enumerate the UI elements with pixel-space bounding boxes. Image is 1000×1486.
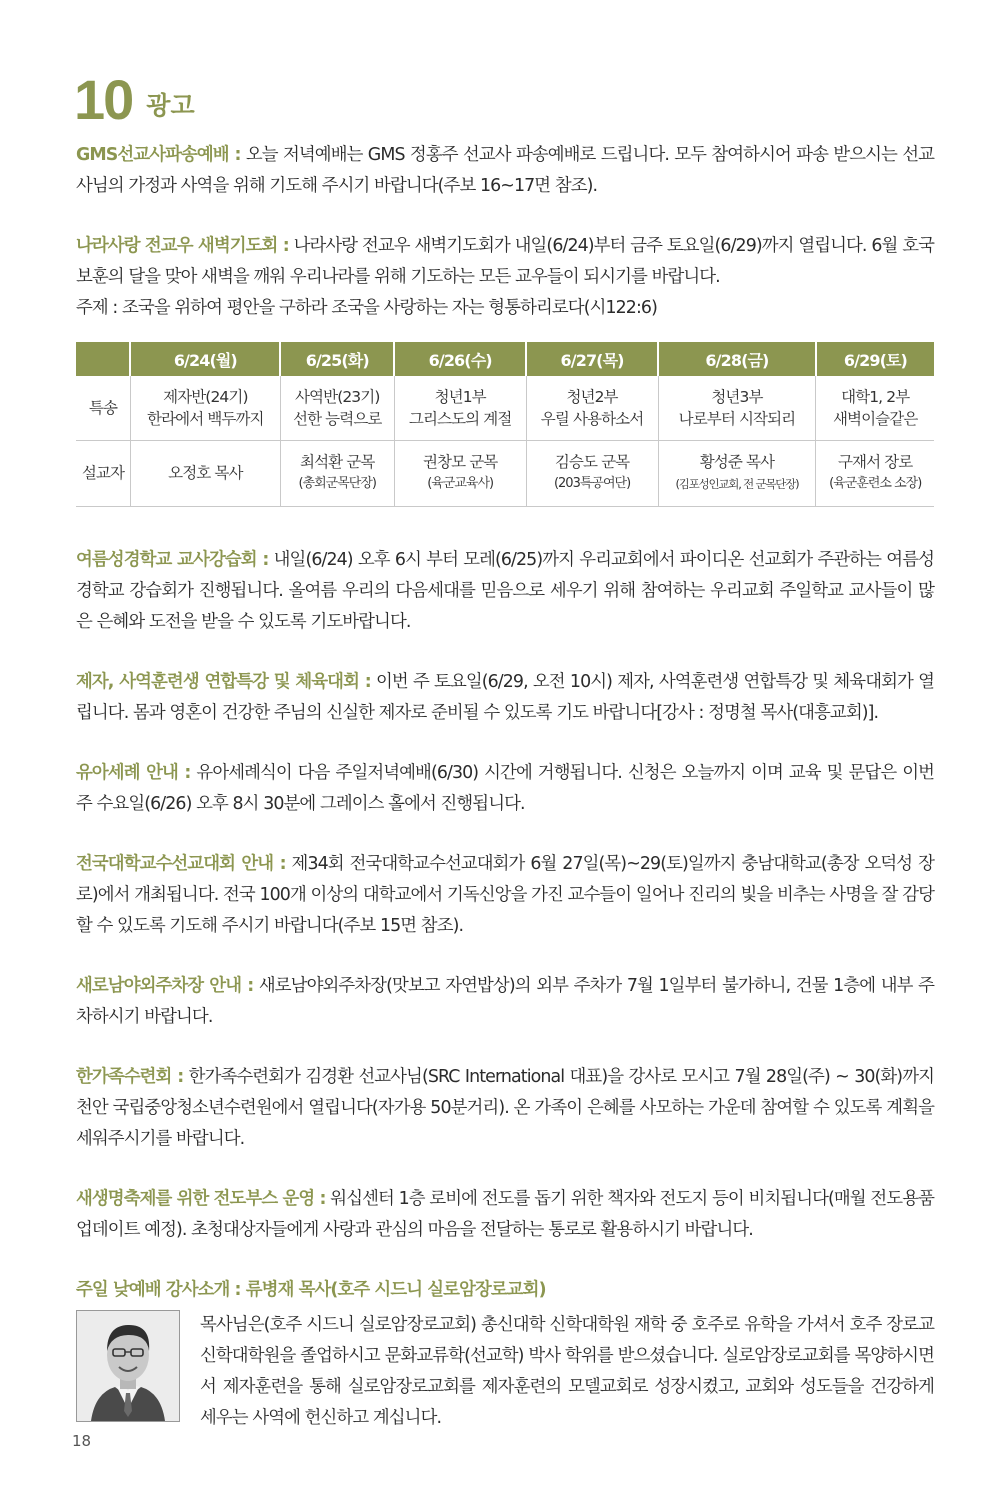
notice-title: 새생명축제를 위한 전도부스 운영 :: [76, 1188, 326, 1209]
notice-body: 이번 주 토요일(6/29, 오전 10시) 제자, 사역훈련생 연합특강 및 체육대회가 열립니다. 몸과 영혼이 건강한 주님의 신실한 제자로 준비될 수 있도록 기도 바랍니다[강사 : 정명철 목사(대흥교회)].: [76, 671, 934, 723]
section-number: 10: [74, 68, 133, 131]
speaker-section: [76, 1275, 934, 1434]
notice-family-retreat: [76, 1062, 934, 1155]
row-label: 특송: [76, 376, 130, 440]
section-title: 광고: [146, 91, 195, 120]
table-header-date: 6/24(월): [130, 342, 280, 376]
table-header-date: 6/29(토): [816, 342, 934, 376]
notice-body: 오늘 저녁예배는 GMS 정홍주 선교사 파송예배로 드립니다. 모두 참여하시어 파송 받으시는 선교사님의 가정과 사역을 위해 기도해 주시기 바랍니다(주보 16~17면 참조).: [76, 145, 934, 196]
prayer-schedule-table: [76, 342, 934, 507]
table-header-date: 6/25(화): [280, 342, 394, 376]
table-cell: 청년1부 그리스도의 계절: [394, 376, 526, 440]
notice-title: 여름성경학교 교사강습회 :: [76, 549, 269, 570]
table-row-preacher: [76, 440, 934, 506]
notice-dawn-prayer: [76, 231, 934, 507]
table-cell: 황성준 목사 (김포성인교회, 전 군목단장): [658, 440, 816, 506]
notice-infant-baptism: [76, 758, 934, 820]
notice-evangelism-booth: [76, 1184, 934, 1246]
notice-body: 유아세례식이 다음 주일저녁예배(6/30) 시간에 거행됩니다. 신청은 오늘까지 이며 교육 및 문답은 이번 주 수요일(6/26) 오후 8시 30분에 그레이스 홀에서 진행됩니다.: [76, 762, 935, 814]
notice-body: 내일(6/24) 오후 6시 부터 모레(6/25)까지 우리교회에서 파이디온 선교회가 주관하는 여름성경학교 강습회가 진행됩니다. 올여름 우리의 다음세대를 믿음으로 세우기 위해 참여하는 우리교회 주일학교 교사들이 많은 은혜와 도전을 받을 수 있도록 기도바랍니다.: [76, 549, 934, 632]
notice-parking: [76, 971, 934, 1033]
notice-title: 나라사랑 전교우 새벽기도회 :: [76, 236, 289, 256]
table-cell: 김승도 군목 (203특공여단): [526, 440, 658, 506]
table-cell: 청년3부 나로부터 시작되리: [658, 376, 816, 440]
speaker-photo: [76, 1310, 180, 1422]
table-cell: 청년2부 우릴 사용하소서: [526, 376, 658, 440]
page-number: 18: [72, 1432, 92, 1450]
notice-disciple-sports: [76, 667, 934, 729]
notice-body: 제34회 전국대학교수선교대회가 6월 27일(목)~29(토)일까지 충남대학교(총장 오덕성 장로)에서 개최됩니다. 전국 100개 이상의 대학교에서 기독신앙을 가진 교수들이 일어나 진리의 빛을 비추는 사명을 잘 감당할 수 있도록 기도해 주시기 바랍니다(주보 15면 참조).: [76, 853, 934, 936]
notice-body: 새로남야외주차장(맛보고 자연밥상)의 외부 주차가 7월 1일부터 불가하니, 건물 1층에 내부 주차하시기 바랍니다.: [76, 975, 934, 1027]
table-header-date: 6/26(수): [394, 342, 526, 376]
notice-title: 한가족수련회 :: [76, 1066, 184, 1087]
table-header-date: 6/27(목): [526, 342, 658, 376]
table-cell: 오정호 목사: [130, 440, 280, 506]
table-cell: 권창모 군목 (육군교육사): [394, 440, 526, 506]
table-cell: 구재서 장로 (육군훈련소 소장): [816, 440, 934, 506]
table-cell: 대학1, 2부 새벽이슬같은: [816, 376, 934, 440]
notice-title: GMS선교사파송예배 :: [76, 145, 241, 165]
speaker-bio: 목사님은(호주 시드니 실로암장로교회) 총신대학 신학대학원 재학 중 호주로 유학을 가셔서 호주 장로교 신학대학원을 졸업하시고 문화교류학(선교학) 박사 학위를 받으셨습니다. 실로암장로교회를 목양하시면서 제자훈련을 통해 실로암장로교회를 제자훈련의 모델교회로 성장시켰고, 교회와 성도들을 건강하게 세우는 사역에 헌신하고 계십니다.: [200, 1314, 934, 1428]
notice-title: 전국대학교수선교대회 안내 :: [76, 853, 286, 874]
notice-title: 새로남야외주차장 안내 :: [76, 975, 254, 996]
notice-body: 한가족수련회가 김경환 선교사님(SRC International 대표)을 강사로 모시고 7월 28일(주) ~ 30(화)까지 천안 국립중앙청소년수련원에서 열립니다(자가용 50분거리). 온 가족이 은혜를 사모하는 가운데 참여할 수 있도록 계획을 세워주시기를 바랍니다.: [76, 1066, 934, 1149]
table-cell: 제자반(24기) 한라에서 백두까지: [130, 376, 280, 440]
table-corner: [76, 342, 130, 376]
speaker-heading: 주일 낮예배 강사소개 : 류병재 목사(호주 시드니 실로암장로교회): [76, 1279, 546, 1300]
notice-professor-mission: [76, 849, 934, 942]
row-label: 설교자: [76, 440, 130, 506]
table-row-special: [76, 376, 934, 440]
table-cell: 사역반(23기) 선한 능력으로: [280, 376, 394, 440]
notice-gms: [76, 140, 934, 202]
speaker-portrait-image: [77, 1311, 179, 1421]
notice-title: 유아세례 안내 :: [76, 762, 191, 783]
notice-body: 워십센터 1층 로비에 전도를 돕기 위한 책자와 전도지 등이 비치됩니다(매월 전도용품 업데이트 예정). 초청대상자들에게 사랑과 관심의 마음을 전달하는 통로로 활용하시기 바랍니다.: [76, 1188, 935, 1240]
section-header: [74, 68, 195, 131]
notice-title: 제자, 사역훈련생 연합특강 및 체육대회 :: [76, 671, 371, 692]
notice-vbs: [76, 545, 934, 638]
table-cell: 최석환 군목 (총회군목단장): [280, 440, 394, 506]
notice-body: 나라사랑 전교우 새벽기도회가 내일(6/24)부터 금주 토요일(6/29)까지 열립니다. 6월 호국보훈의 달을 맞아 새벽을 깨워 우리나라를 위해 기도하는 모든 교우들이 되시기를 바랍니다.: [76, 236, 934, 287]
notice-theme: 주제 : 조국을 위하여 평안을 구하라 조국을 사랑하는 자는 형통하리로다(시122:6): [76, 298, 657, 318]
notices-content: [76, 140, 934, 1434]
table-header-date: 6/28(금): [658, 342, 816, 376]
